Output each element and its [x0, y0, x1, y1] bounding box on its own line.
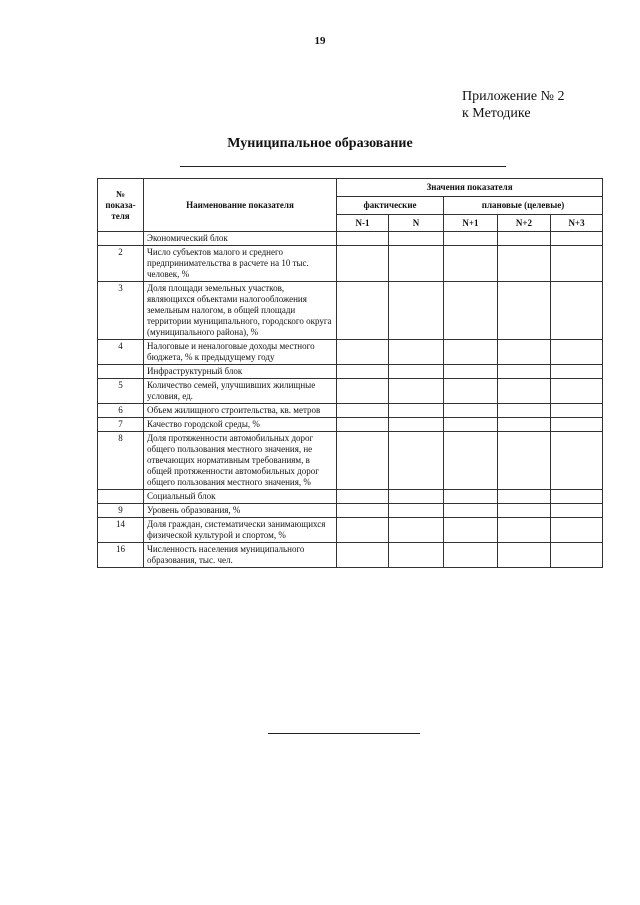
- value-cell: [498, 504, 551, 518]
- header-number: № показа-теля: [98, 179, 144, 232]
- table-row: [98, 518, 603, 543]
- indicator-number: 5: [98, 379, 144, 404]
- value-cell: [498, 432, 551, 490]
- header-name: Наименование показателя: [144, 179, 337, 232]
- value-cell: [551, 340, 603, 365]
- value-cell: [337, 340, 389, 365]
- value-cell: [444, 518, 498, 543]
- value-cell: [389, 340, 444, 365]
- header-values: Значения показателя: [337, 179, 603, 197]
- indicator-number: [98, 232, 144, 246]
- table-row: [98, 404, 603, 418]
- value-cell: [337, 379, 389, 404]
- closing-rule: [268, 733, 420, 734]
- value-cell: [444, 543, 498, 568]
- value-cell: [337, 432, 389, 490]
- table-row: [98, 543, 603, 568]
- appendix-note: [462, 88, 565, 122]
- value-cell: [389, 246, 444, 282]
- table-row: [98, 340, 603, 365]
- value-cell: [389, 432, 444, 490]
- value-cell: [551, 543, 603, 568]
- indicator-number: 14: [98, 518, 144, 543]
- table-row: [98, 246, 603, 282]
- header-period: N+3: [551, 215, 603, 232]
- section-title: Социальный блок: [144, 490, 337, 504]
- value-cell: [389, 418, 444, 432]
- indicator-number: 16: [98, 543, 144, 568]
- header-planned: плановые (целевые): [444, 197, 603, 215]
- value-cell: [551, 490, 603, 504]
- header-period: N-1: [337, 215, 389, 232]
- value-cell: [551, 504, 603, 518]
- value-cell: [389, 365, 444, 379]
- value-cell: [337, 490, 389, 504]
- value-cell: [444, 365, 498, 379]
- value-cell: [444, 282, 498, 340]
- value-cell: [444, 432, 498, 490]
- header-period: N: [389, 215, 444, 232]
- table-section-row: [98, 490, 603, 504]
- indicator-number: 2: [98, 246, 144, 282]
- appendix-line-2: к Методике: [462, 106, 531, 121]
- indicator-number: 6: [98, 404, 144, 418]
- indicator-name: Качество городской среды, %: [144, 418, 337, 432]
- value-cell: [389, 282, 444, 340]
- indicator-name: Число субъектов малого и среднего предпринимательства в расчете на 10 тыс. человек, %: [144, 246, 337, 282]
- indicator-name: Уровень образования, %: [144, 504, 337, 518]
- table-body: [98, 232, 603, 568]
- value-cell: [551, 282, 603, 340]
- header-period: N+1: [444, 215, 498, 232]
- value-cell: [389, 490, 444, 504]
- value-cell: [444, 504, 498, 518]
- indicator-number: 9: [98, 504, 144, 518]
- value-cell: [551, 432, 603, 490]
- indicator-number: [98, 365, 144, 379]
- value-cell: [444, 246, 498, 282]
- value-cell: [498, 379, 551, 404]
- indicator-number: 8: [98, 432, 144, 490]
- value-cell: [498, 543, 551, 568]
- value-cell: [498, 518, 551, 543]
- indicator-number: [98, 490, 144, 504]
- value-cell: [337, 418, 389, 432]
- value-cell: [498, 340, 551, 365]
- value-cell: [337, 504, 389, 518]
- indicator-number: 3: [98, 282, 144, 340]
- value-cell: [444, 379, 498, 404]
- value-cell: [337, 232, 389, 246]
- indicator-number: 7: [98, 418, 144, 432]
- value-cell: [444, 232, 498, 246]
- table-row: [98, 379, 603, 404]
- value-cell: [337, 543, 389, 568]
- indicator-name: Доля площади земельных участков, являющихся объектами налогообложения земельным налогом, в общей площади территории муниципального, городского округа (муниципального района), %: [144, 282, 337, 340]
- title-underline: [180, 166, 506, 167]
- value-cell: [551, 518, 603, 543]
- value-cell: [444, 418, 498, 432]
- value-cell: [389, 518, 444, 543]
- value-cell: [444, 340, 498, 365]
- value-cell: [551, 404, 603, 418]
- value-cell: [337, 518, 389, 543]
- indicator-number: 4: [98, 340, 144, 365]
- value-cell: [337, 365, 389, 379]
- value-cell: [498, 490, 551, 504]
- value-cell: [389, 404, 444, 418]
- appendix-line-1: Приложение № 2: [462, 89, 565, 104]
- table-row: [98, 432, 603, 490]
- indicator-name: Объем жилищного строительства, кв. метров: [144, 404, 337, 418]
- table-section-row: [98, 232, 603, 246]
- indicator-name: Количество семей, улучшивших жилищные условия, ед.: [144, 379, 337, 404]
- table-section-row: [98, 365, 603, 379]
- indicator-name: Доля протяженности автомобильных дорог общего пользования местного значения, не отвечающих нормативным требованиям, в общей протяженности автомобильных дорог общего пользования местного значения, %: [144, 432, 337, 490]
- table-row: [98, 282, 603, 340]
- indicator-name: Численность населения муниципального образования, тыс. чел.: [144, 543, 337, 568]
- section-title: Инфраструктурный блок: [144, 365, 337, 379]
- indicators-table: [97, 178, 603, 568]
- value-cell: [498, 404, 551, 418]
- document-title: Муниципальное образование: [227, 136, 413, 151]
- value-cell: [498, 232, 551, 246]
- value-cell: [389, 504, 444, 518]
- value-cell: [444, 490, 498, 504]
- value-cell: [337, 282, 389, 340]
- value-cell: [551, 418, 603, 432]
- table-row: [98, 418, 603, 432]
- value-cell: [498, 418, 551, 432]
- header-period: N+2: [498, 215, 551, 232]
- value-cell: [337, 404, 389, 418]
- table-row: [98, 504, 603, 518]
- value-cell: [551, 246, 603, 282]
- indicator-name: Налоговые и неналоговые доходы местного бюджета, % к предыдущему году: [144, 340, 337, 365]
- value-cell: [389, 232, 444, 246]
- value-cell: [444, 404, 498, 418]
- value-cell: [498, 246, 551, 282]
- value-cell: [389, 379, 444, 404]
- header-actual: фактические: [337, 197, 444, 215]
- value-cell: [551, 232, 603, 246]
- section-title: Экономический блок: [144, 232, 337, 246]
- indicator-name: Доля граждан, систематически занимающихся физической культурой и спортом, %: [144, 518, 337, 543]
- value-cell: [551, 365, 603, 379]
- page-number: 19: [314, 35, 326, 47]
- value-cell: [389, 543, 444, 568]
- value-cell: [551, 379, 603, 404]
- value-cell: [498, 365, 551, 379]
- value-cell: [498, 282, 551, 340]
- value-cell: [337, 246, 389, 282]
